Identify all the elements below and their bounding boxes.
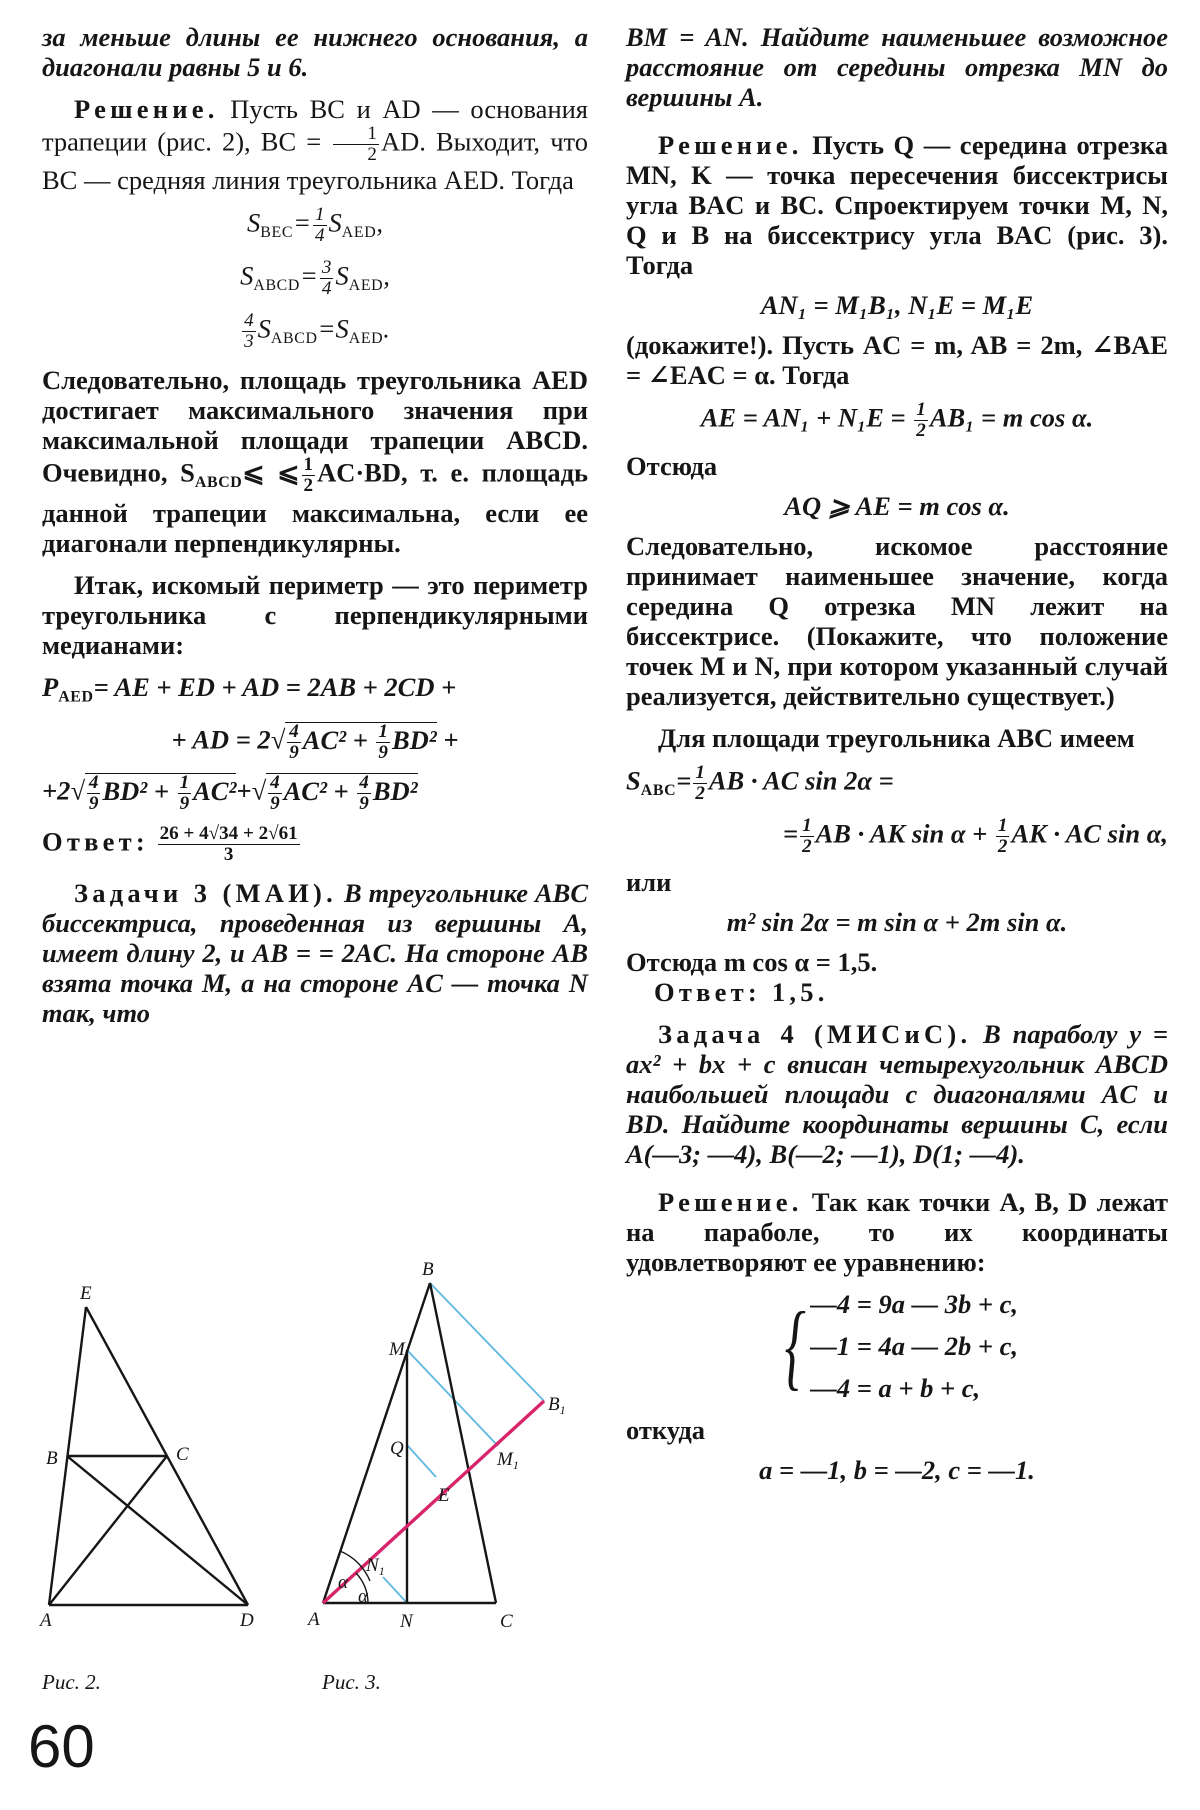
eq-rhs-sub: AED: [348, 277, 384, 295]
label-m1: [496, 1449, 519, 1472]
frac-den: 2: [997, 836, 1008, 858]
prove-para: (докажите!). Пусть AC = m, AB = 2m, ∠BAE = ∠EAC = α. Тогда: [626, 330, 1168, 390]
answer-label: Ответ:: [42, 827, 149, 858]
area-para: Для площади треугольника ABC имеем: [658, 723, 1135, 754]
frac-den: 9: [88, 793, 99, 815]
eq-saed: [42, 311, 588, 354]
frac-den: 2: [916, 420, 926, 442]
label-b: B: [46, 1448, 58, 1469]
fraction: [320, 258, 334, 299]
label-b: B: [422, 1259, 434, 1280]
label-c: C: [500, 1611, 513, 1632]
left-answer: [42, 824, 588, 865]
label-m1-sub: 1: [512, 1458, 519, 1472]
term: BD²: [391, 724, 437, 755]
eq-ae-lhs: AE = AN₁ + N₁E =: [700, 402, 906, 433]
eq-rhs: AB · AC sin 2α =: [708, 765, 894, 796]
conclusion-para: Следовательно, искомое расстояние принимает наименьшее значение, когда середина Q отрезка MN лежит на биссектрисе. (Покажите, что положение точек M и N, при котором указанный случай реализуется, действительно существует.): [626, 531, 1168, 712]
frac-den: 9: [359, 793, 369, 815]
perim-line2-start: + AD = 2: [171, 724, 271, 755]
eq-sign: =: [293, 207, 311, 238]
label-a: A: [40, 1610, 52, 1630]
label-b1-sub: 1: [559, 1403, 566, 1417]
figure-3-caption: Рис. 3.: [322, 1670, 381, 1694]
or-word: или: [626, 867, 672, 898]
frac-den: 2: [695, 783, 705, 805]
le-sign: ⩽: [242, 457, 265, 488]
fraction: [268, 773, 282, 814]
left-column: [42, 22, 588, 1028]
perim-p: P: [42, 671, 59, 702]
fraction: [800, 816, 814, 857]
solution-label: Решение.: [658, 130, 803, 160]
eq-part: AB · AK sin α +: [815, 818, 988, 849]
eq-part-2: AK · AC sin α,: [1011, 818, 1168, 849]
right-solution-para: [626, 130, 1168, 280]
hence-word: Отсюда: [626, 451, 718, 482]
frac-num: 1: [997, 815, 1008, 837]
eq-sign: =: [300, 260, 318, 291]
label-d: D: [240, 1610, 254, 1630]
solution4-para: [626, 1187, 1168, 1277]
plus: +: [352, 724, 368, 755]
eq-rhs-sub: AED: [348, 330, 384, 348]
label-n1-sub: 1: [378, 1564, 385, 1578]
frac-den: 3: [223, 844, 234, 866]
perimeter-line-1: [42, 672, 588, 713]
frac-num: 4: [88, 772, 99, 794]
fraction: [87, 773, 101, 814]
frac-num: 1: [695, 762, 705, 784]
label-e: E: [438, 1485, 450, 1506]
frac-den: 3: [244, 331, 254, 353]
frac-num: 1: [333, 124, 379, 145]
frac-num: 1: [916, 399, 926, 420]
frac-den: 9: [378, 742, 388, 764]
perimeter-line-2: + AD = 2√ $\frac{4}{9}$ AC² + $\frac{1}{9}$ BD² +: [171, 721, 459, 764]
frac-den: 9: [179, 793, 190, 815]
task4-label: Задача 4 (МИСиС).: [658, 1019, 972, 1050]
figure-2-caption: Рис. 2.: [42, 1670, 101, 1694]
eq-lhs: S: [257, 314, 271, 345]
sqrt-body: [266, 772, 418, 815]
solution-text-2: AD. Выходит, что BC — средняя линия треугольника AED. Тогда: [42, 126, 589, 196]
task4-para: [626, 1019, 1168, 1169]
side-bc: [430, 1283, 496, 1603]
term: BD²: [372, 775, 418, 806]
term: AC²: [193, 775, 237, 806]
left-intro: за меньше длины ее нижнего основания, а диагонали равны 5 и 6.: [42, 22, 588, 82]
eq-an: AN₁ = M₁B₁, N₁E = M₁E: [760, 290, 1034, 320]
task3-text: В треугольнике ABC биссектриса, проведенная из вершины A, имеет длину 2, и AB = = 2AC. На стороне AB взята точка M, а на стороне AC — точка N так, что: [42, 877, 589, 1028]
para1-sub: ABCD: [194, 473, 243, 491]
label-b1-main: B: [548, 1394, 560, 1415]
plus: +: [236, 775, 252, 806]
label-n1-main: N: [366, 1555, 379, 1576]
label-n: N: [400, 1611, 413, 1632]
perim-rhs: = AE + ED + AD = 2AB + 2CD +: [93, 671, 457, 702]
fraction: [914, 400, 928, 441]
eq-sign: =: [782, 818, 799, 849]
frac-num: 26 + 4√34 + 2√61: [159, 823, 298, 845]
eq-s: S: [626, 765, 641, 796]
answer-fraction: [158, 824, 300, 865]
label-b1: [548, 1394, 566, 1417]
figure-3: [300, 1255, 590, 1633]
solution-text: Так как точки A, B, D лежат на параболе, то их координаты удовлетворяют ее уравнению:: [626, 1187, 1168, 1278]
right-answer: Ответ: 1,5.: [654, 977, 829, 1008]
projection-q: [407, 1445, 436, 1477]
eq-end: ,: [383, 260, 390, 291]
eq-lhs-sub: ABCD: [270, 330, 318, 348]
eq-rhs: S: [335, 314, 349, 345]
frac-den: 2: [367, 144, 377, 166]
task3-label: Задачи 3 (МАИ).: [74, 877, 337, 908]
label-n1: [365, 1555, 385, 1578]
system-row: —4 = 9a — 3b + c,: [810, 1289, 1018, 1320]
page-number: 60: [28, 1713, 95, 1780]
frac-num: 1: [179, 772, 190, 794]
projection-b: [430, 1283, 544, 1401]
eq-sign: =: [317, 314, 336, 345]
frac-num: 1: [314, 204, 325, 226]
frac-den: 9: [270, 793, 280, 815]
figure-2: [36, 1275, 276, 1630]
eq-s1: [626, 763, 1168, 806]
eq-end: .: [383, 314, 390, 345]
fraction: [996, 816, 1010, 857]
fraction: [376, 722, 390, 763]
label-m: M: [389, 1339, 405, 1360]
frac-num: 1: [378, 721, 388, 743]
left-para-1: [42, 365, 588, 558]
eq-m: m² sin 2α = m sin α + 2m sin α.: [726, 907, 1068, 938]
label-m1-main: M: [497, 1449, 513, 1470]
frac-num: 4: [244, 310, 254, 332]
label-alpha-1: α: [338, 1572, 348, 1593]
le-sign-2: ⩽: [277, 457, 300, 488]
term: AC²: [283, 775, 327, 806]
frac-den: 2: [802, 836, 812, 858]
fraction: [242, 311, 256, 352]
eq-aq: AQ ⩾ AE = m cos α.: [784, 491, 1010, 522]
eq-rhs: S: [335, 260, 349, 291]
right-column: [626, 22, 1168, 1495]
perim-line3-start: +2: [42, 775, 71, 806]
frac-num: 4: [289, 721, 299, 743]
frac-den: 4: [321, 278, 332, 300]
frac-den: 4: [314, 225, 325, 247]
label-c: C: [176, 1444, 189, 1465]
diagonal-bd: [67, 1456, 248, 1605]
plus: +: [443, 724, 459, 755]
solution-label: Решение.: [658, 1187, 803, 1218]
eq-rhs: S: [328, 207, 342, 238]
eq-sabcd: [42, 258, 588, 301]
projection-n: [383, 1577, 407, 1603]
label-alpha-2: α: [358, 1586, 368, 1607]
perimeter-line-3: +2√ $\frac{4}{9}$ BD² + $\frac{1}{9}$ AC²+√ $\frac{4}{9}$ AC² + $\frac{4}{9}$ BD²: [42, 772, 418, 815]
eq-ae-rhs: AB₁ = m cos α.: [929, 402, 1094, 433]
label-a: A: [308, 1609, 320, 1630]
label-q: Q: [390, 1438, 404, 1459]
eq-end: ,: [376, 207, 383, 238]
eq-rhs-sub: AED: [341, 224, 377, 242]
system-row: —4 = a + b + c,: [810, 1373, 981, 1404]
fraction: [287, 722, 301, 763]
frac-num: 4: [359, 772, 369, 794]
task4-text: В параболу y = ax² + bx + c вписан четырехугольник ABCD наибольшей площади с диагоналями AC и BD. Найдите координаты вершины C, если A(—3; —4), B(—2; —1), D(1; —4).: [626, 1019, 1168, 1170]
para1-text-2: AC·BD, т. е. площадь данной трапеции максимальна, если ее диагонали перпендикулярны.: [42, 457, 589, 558]
task3-para: [42, 878, 588, 1028]
system-row: —1 = 4a — 2b + c,: [810, 1331, 1018, 1362]
solution-text: Пусть BC и AD — основания трапеции (рис. 2), BC =: [42, 94, 588, 157]
fraction: [333, 124, 379, 165]
frac-den: 9: [289, 742, 299, 764]
term: BD²: [102, 775, 148, 806]
fraction: [313, 205, 327, 246]
hence-2: Отсюда m cos α = 1,5.: [626, 947, 878, 978]
equation-system: [626, 1283, 1168, 1409]
whence-word: откуда: [626, 1415, 706, 1446]
task3-continuation: BM = AN. Найдите наименьшее возможное расстояние от середины отрезка MN до вершины A.: [626, 22, 1168, 112]
eq-ae: [626, 400, 1168, 441]
perim-sub: AED: [58, 688, 94, 706]
fraction: [693, 763, 707, 804]
result-eq: a = —1, b = —2, c = —1.: [759, 1455, 1035, 1486]
left-solution-para: [42, 94, 588, 195]
system-rows: [810, 1283, 1018, 1409]
eq-sbec: [42, 205, 588, 248]
frac-num: 4: [270, 772, 280, 794]
fraction: [357, 773, 371, 814]
frac-num: 1: [802, 815, 812, 837]
eq-sub: ABC: [640, 782, 677, 800]
eq-s2: [626, 816, 1168, 857]
eq-lhs-sub: ABCD: [253, 277, 301, 295]
eq-sign: =: [676, 765, 692, 796]
frac-num: 3: [321, 257, 332, 279]
label-e: E: [80, 1283, 92, 1304]
eq-lhs: S: [240, 260, 254, 291]
fraction: [178, 773, 192, 814]
plus: +: [333, 775, 349, 806]
frac-num: 1: [303, 453, 314, 475]
solution-label: Решение.: [74, 94, 219, 124]
solution-text: Пусть Q — середина отрезка MN, K — точка пересечения биссектрисы угла BAC и BC. Спроектируем точки M, N, Q и B на биссектрису угла BAC (рис. 3). Тогда: [626, 130, 1169, 280]
diagonal-ac: [49, 1456, 167, 1605]
term: AC²: [302, 724, 347, 755]
plus: +: [153, 775, 169, 806]
sqrt-body: [85, 772, 237, 815]
eq-lhs: S: [247, 207, 261, 238]
left-para-2: Итак, искомый периметр — это периметр треугольника с перпендикулярными медианами:: [42, 569, 588, 660]
frac-den: 2: [303, 474, 314, 496]
para1-text: Следовательно, площадь треугольника AED достигает максимального значения при максимальной площади трапеции ABCD. Очевидно, S: [42, 364, 588, 488]
eq-lhs-sub: BEC: [260, 224, 294, 242]
brace: {: [784, 1292, 806, 1400]
fraction: [302, 455, 316, 496]
